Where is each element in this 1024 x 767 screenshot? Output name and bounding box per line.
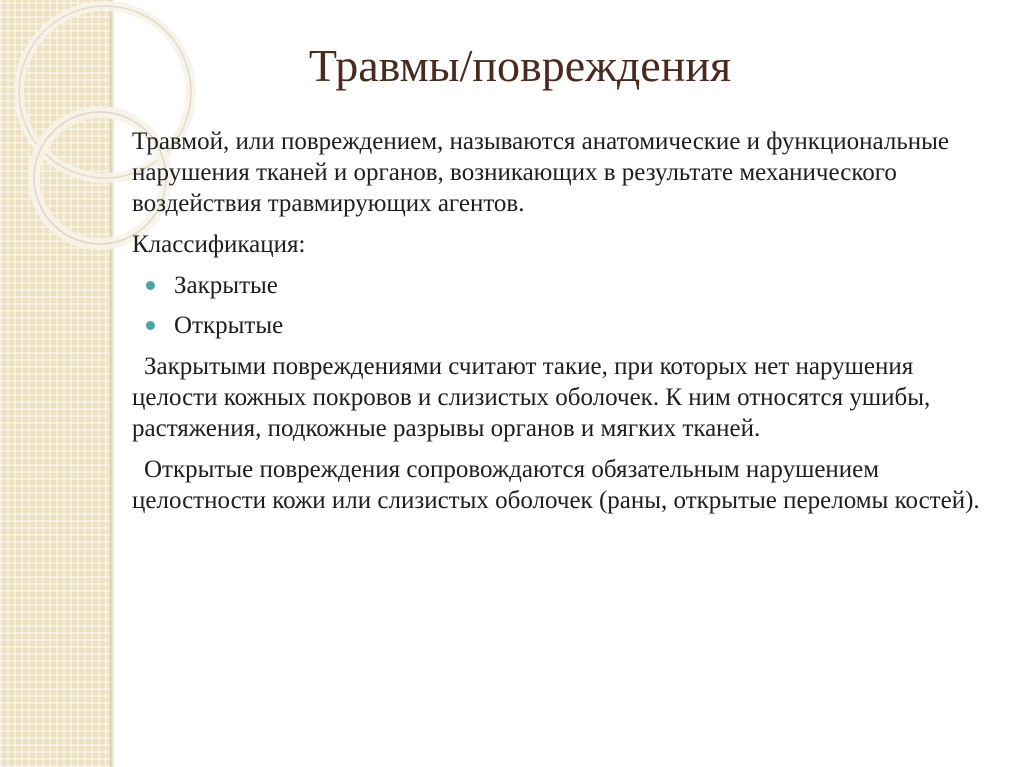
classification-label: Классификация: (132, 231, 306, 258)
list-item-label: Закрытые (174, 272, 278, 299)
open-injuries-paragraph: Открытые повреждения сопровождаются обязательным нарушением целостности кожи или слизистых оболочек (раны, открытые переломы костей). (132, 456, 980, 514)
list-item (144, 270, 992, 301)
slide-content (132, 126, 992, 526)
list-item (144, 310, 992, 341)
bullet-dot-icon (146, 321, 155, 330)
list-item-label: Открытые (174, 312, 284, 339)
closed-injuries-paragraph: Закрытыми повреждениями считают такие, при которых нет нарушения целости кожных покровов и слизистых оболочек. К ним относятся ушибы, растяжения, подкожные разрывы органов и мягких тканей. (132, 353, 931, 442)
classification-list (132, 270, 992, 341)
definition-paragraph: Травмой, или повреждением, называются анатомические и функциональные нарушения тканей и органов, возникающих в результате механического воздействия травмирующих агентов. (132, 128, 949, 217)
slide-title: Травмы/повреждения (308, 40, 732, 91)
bullet-dot-icon (146, 281, 155, 290)
